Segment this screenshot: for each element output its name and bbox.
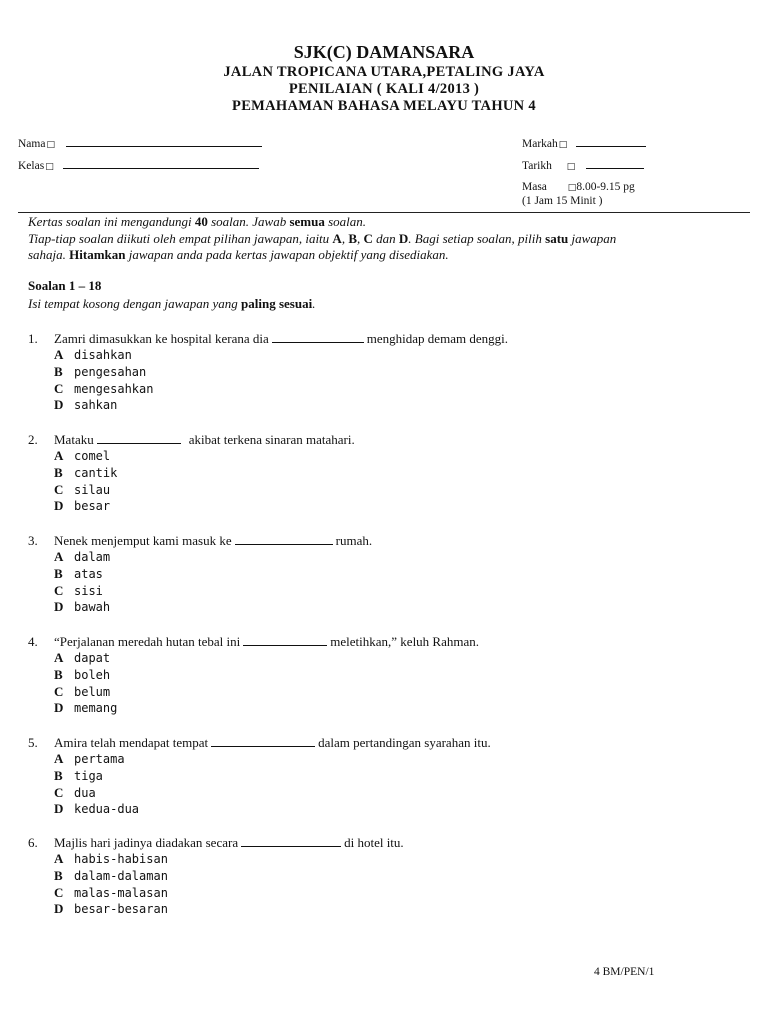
instr-text: dan bbox=[372, 231, 399, 246]
option-text: sisi bbox=[74, 583, 103, 598]
option-c[interactable] bbox=[28, 785, 748, 802]
option-b[interactable] bbox=[28, 868, 748, 885]
page-code: 4 BM/PEN/1 bbox=[594, 966, 655, 978]
option-text: dapat bbox=[74, 651, 111, 665]
option-letter: D bbox=[54, 700, 64, 716]
question-number: 1. bbox=[28, 331, 38, 346]
question-number: 3. bbox=[28, 533, 38, 548]
option-c[interactable] bbox=[28, 583, 748, 600]
option-letter: B bbox=[54, 363, 63, 379]
option-letter: D bbox=[54, 397, 64, 413]
nama-symbol: □ bbox=[46, 140, 55, 150]
option-text: boleh bbox=[74, 667, 111, 682]
option-text: belum bbox=[74, 684, 111, 699]
markah-field[interactable] bbox=[522, 136, 646, 150]
option-a[interactable] bbox=[28, 851, 748, 868]
option-text: sahkan bbox=[74, 398, 118, 413]
option-letter: D bbox=[54, 498, 64, 514]
tarikh-label: Tarikh bbox=[522, 160, 552, 172]
sec-instr-bold: paling sesuai bbox=[241, 296, 313, 311]
instr-bold: D bbox=[398, 231, 409, 246]
kelas-blank[interactable] bbox=[63, 158, 259, 169]
question-number: 5. bbox=[28, 735, 38, 750]
option-letter: B bbox=[54, 867, 63, 883]
instr-text: soalan. bbox=[324, 214, 367, 229]
question-number: 4. bbox=[28, 634, 38, 649]
stem-after: akibat terkena sinaran matahari. bbox=[188, 432, 355, 447]
instruction-line-1 bbox=[28, 214, 738, 230]
option-text: dalam bbox=[74, 550, 111, 564]
option-text: silau bbox=[74, 482, 111, 497]
section-title: Soalan 1 – 18 bbox=[28, 278, 102, 293]
answer-blank bbox=[211, 736, 315, 747]
option-letter: C bbox=[54, 884, 64, 900]
option-text: besar bbox=[74, 499, 111, 514]
answer-blank bbox=[272, 332, 364, 343]
instr-bold: 40 bbox=[194, 214, 208, 229]
instr-bold: A bbox=[332, 231, 342, 246]
stem-before: Majlis hari jadinya diadakan secara bbox=[54, 835, 239, 850]
option-letter: C bbox=[54, 683, 64, 699]
option-letter: D bbox=[54, 599, 64, 615]
option-letter: B bbox=[54, 666, 63, 682]
masa-note: (1 Jam 15 Minit ) bbox=[522, 195, 603, 207]
question-stem bbox=[28, 734, 748, 751]
option-letter: D bbox=[54, 801, 64, 817]
stem-after: menghidap demam denggi. bbox=[366, 331, 508, 346]
markah-label: Markah bbox=[522, 138, 558, 150]
option-a[interactable] bbox=[28, 549, 748, 566]
school-name: SJK(C) DAMANSARA bbox=[293, 42, 475, 62]
instr-bold: B bbox=[348, 231, 357, 246]
answer-blank bbox=[235, 534, 333, 545]
option-text: habis-habisan bbox=[74, 852, 168, 866]
option-text: comel bbox=[74, 449, 111, 463]
option-text: memang bbox=[74, 701, 118, 716]
sec-instr-text: . bbox=[312, 296, 316, 311]
option-d[interactable] bbox=[28, 397, 748, 414]
tarikh-blank[interactable] bbox=[586, 158, 644, 169]
question-6 bbox=[28, 834, 748, 918]
option-c[interactable] bbox=[28, 482, 748, 499]
markah-blank[interactable] bbox=[576, 136, 646, 147]
stem-before: Zamri dimasukkan ke hospital kerana dia bbox=[54, 331, 269, 346]
sec-instr-text: Isi tempat kosong dengan jawapan yang bbox=[28, 296, 242, 311]
option-text: mengesahkan bbox=[74, 381, 154, 396]
stem-after: meletihkan,” keluh Rahman. bbox=[330, 634, 479, 649]
option-d[interactable] bbox=[28, 700, 748, 717]
stem-after: rumah. bbox=[335, 533, 373, 548]
instr-bold: C bbox=[363, 231, 373, 246]
option-a[interactable] bbox=[28, 347, 748, 364]
option-c[interactable] bbox=[28, 381, 748, 398]
school-address: JALAN TROPICANA UTARA,PETALING JAYA bbox=[223, 64, 545, 80]
instr-text: sahaja. bbox=[28, 247, 70, 262]
question-stem bbox=[28, 330, 748, 347]
option-text: malas-malasan bbox=[74, 885, 168, 900]
instr-text: jawapan bbox=[568, 231, 617, 246]
instr-text: jawapan anda pada kertas jawapan objektif yang disediakan. bbox=[125, 247, 449, 262]
option-a[interactable] bbox=[28, 650, 748, 667]
option-text: kedua-dua bbox=[74, 802, 140, 817]
option-letter: C bbox=[54, 481, 64, 497]
subject-title: PEMAHAMAN BAHASA MELAYU TAHUN 4 bbox=[232, 98, 536, 114]
option-text: pengesahan bbox=[74, 364, 147, 379]
stem-before: “Perjalanan meredah hutan tebal ini bbox=[54, 634, 241, 649]
option-letter: A bbox=[54, 751, 64, 766]
question-1 bbox=[28, 330, 748, 414]
masa-field bbox=[522, 181, 635, 193]
option-letter: A bbox=[54, 650, 64, 665]
answer-blank bbox=[97, 433, 181, 444]
option-c[interactable] bbox=[28, 885, 748, 902]
question-5 bbox=[28, 734, 748, 818]
option-c[interactable] bbox=[28, 684, 748, 701]
nama-field[interactable] bbox=[18, 136, 262, 150]
option-text: dua bbox=[74, 785, 96, 800]
instr-text: soalan. Jawab bbox=[207, 214, 290, 229]
instr-bold: satu bbox=[545, 231, 569, 246]
masa-symbol: □ bbox=[567, 183, 577, 193]
option-d[interactable] bbox=[28, 901, 748, 918]
question-3 bbox=[28, 532, 748, 616]
option-letter: A bbox=[54, 347, 64, 362]
option-letter: C bbox=[54, 380, 64, 396]
stem-after: dalam pertandingan syarahan itu. bbox=[318, 735, 491, 750]
stem-after: di hotel itu. bbox=[344, 835, 404, 850]
masa-label: Masa bbox=[522, 181, 547, 193]
stem-before: Nenek menjemput kami masuk ke bbox=[54, 533, 232, 548]
instr-text: , bbox=[341, 231, 349, 246]
instr-text: Kertas soalan ini mengandungi bbox=[28, 214, 195, 229]
option-text: cantik bbox=[74, 465, 118, 480]
instr-text: . Bagi setiap soalan, pilih bbox=[408, 231, 546, 246]
instr-text: , bbox=[356, 231, 364, 246]
option-b[interactable] bbox=[28, 566, 748, 583]
tarikh-field[interactable] bbox=[522, 158, 644, 172]
question-number: 2. bbox=[28, 432, 38, 447]
instr-text: Tiap-tiap soalan diikuti oleh empat pilihan jawapan, iaitu bbox=[28, 231, 333, 246]
nama-label: Nama bbox=[18, 138, 46, 150]
option-d[interactable] bbox=[28, 801, 748, 818]
option-b[interactable] bbox=[28, 768, 748, 785]
kelas-symbol: □ bbox=[45, 162, 54, 172]
option-text: bawah bbox=[74, 600, 111, 615]
question-number: 6. bbox=[28, 835, 38, 850]
header-divider bbox=[18, 212, 750, 213]
option-text: disahkan bbox=[74, 348, 132, 362]
question-4 bbox=[28, 633, 748, 717]
option-letter: A bbox=[54, 448, 64, 463]
answer-blank bbox=[241, 836, 341, 847]
option-text: atas bbox=[74, 566, 103, 581]
option-letter: C bbox=[54, 784, 64, 800]
option-b[interactable] bbox=[28, 364, 748, 381]
markah-symbol: □ bbox=[558, 140, 568, 150]
question-2 bbox=[28, 431, 748, 515]
kelas-label: Kelas bbox=[18, 160, 45, 172]
instr-bold: Hitamkan bbox=[69, 247, 126, 262]
option-letter: B bbox=[54, 464, 63, 480]
option-letter: A bbox=[54, 549, 64, 564]
option-text: pertama bbox=[74, 752, 125, 766]
option-text: dalam-dalaman bbox=[74, 868, 168, 883]
instr-bold: semua bbox=[289, 214, 325, 229]
section-instruction bbox=[28, 296, 315, 312]
question-stem bbox=[28, 633, 748, 650]
option-d[interactable] bbox=[28, 498, 748, 515]
option-letter: C bbox=[54, 582, 64, 598]
kelas-field[interactable] bbox=[18, 158, 259, 172]
stem-before: Mataku bbox=[54, 432, 94, 447]
option-d[interactable] bbox=[28, 599, 748, 616]
question-stem bbox=[28, 834, 748, 851]
option-letter: B bbox=[54, 767, 63, 783]
option-b[interactable] bbox=[28, 465, 748, 482]
question-stem bbox=[28, 431, 748, 448]
option-letter: D bbox=[54, 901, 64, 917]
option-b[interactable] bbox=[28, 667, 748, 684]
option-text: tiga bbox=[74, 768, 103, 783]
answer-blank bbox=[243, 635, 327, 646]
tarikh-symbol: □ bbox=[566, 162, 576, 172]
option-text: besar-besaran bbox=[74, 902, 168, 917]
option-a[interactable] bbox=[28, 448, 748, 465]
option-letter: A bbox=[54, 851, 64, 866]
question-stem bbox=[28, 532, 748, 549]
option-a[interactable] bbox=[28, 751, 748, 768]
option-letter: B bbox=[54, 565, 63, 581]
stem-before: Amira telah mendapat tempat bbox=[54, 735, 209, 750]
nama-blank[interactable] bbox=[66, 136, 262, 147]
instruction-line-2 bbox=[28, 231, 738, 247]
masa-value: 8.00-9.15 pg bbox=[576, 181, 635, 193]
instruction-line-3 bbox=[28, 247, 738, 263]
assessment-title: PENILAIAN ( KALI 4/2013 ) bbox=[288, 81, 480, 97]
